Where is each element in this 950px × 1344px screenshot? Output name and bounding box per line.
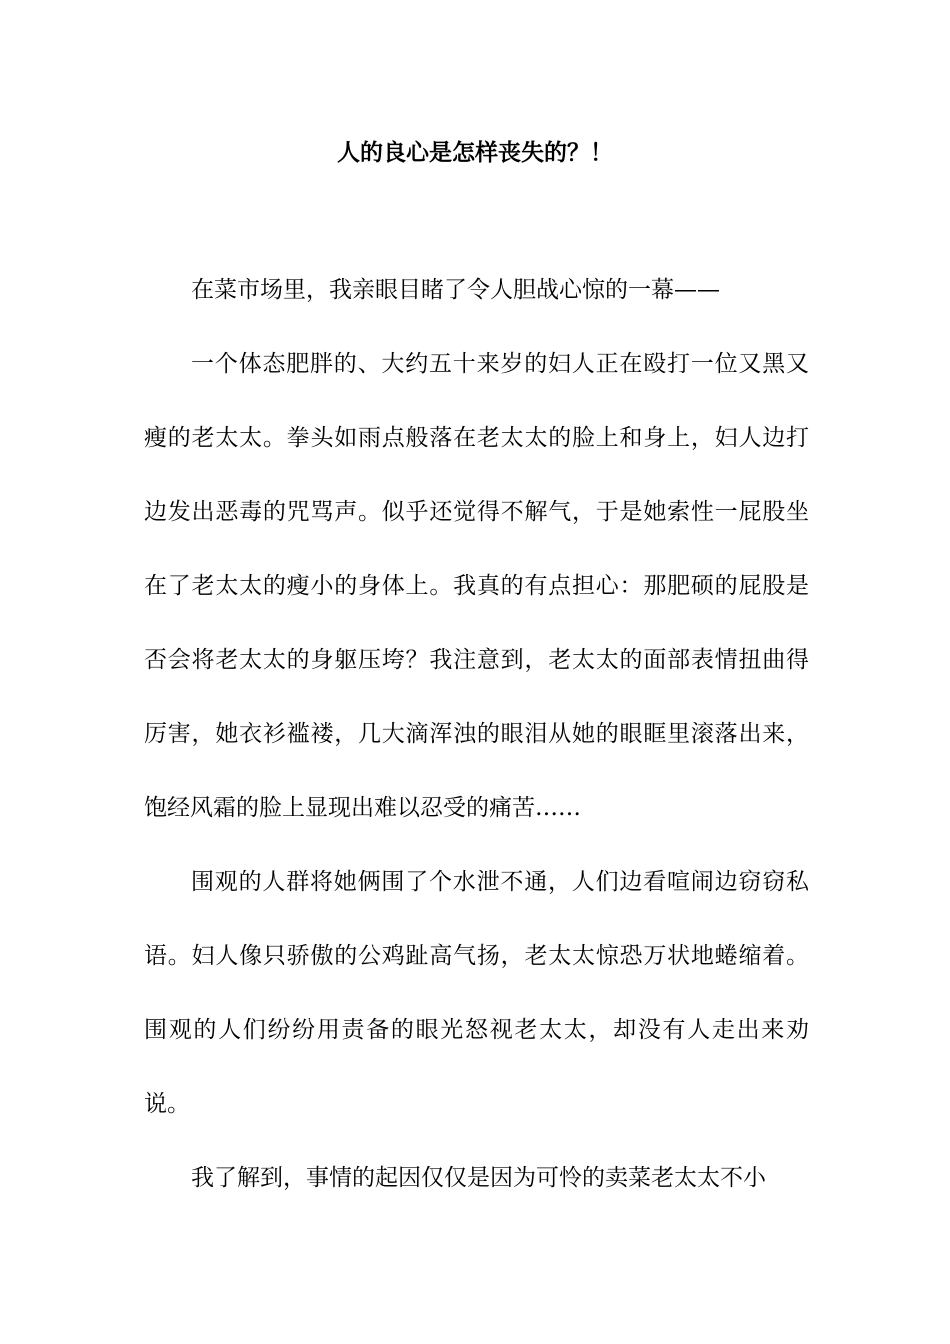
document-title: 人的良心是怎样丧失的？！	[337, 139, 613, 166]
paragraph-2: 一个体态肥胖的、大约五十来岁的妇人正在殴打一位又黑又瘦的老太太。拳头如雨点般落在老太太的脸上和身上，妇人边打边发出恶毒的咒骂声。似乎还觉得不解气，于是她索性一屁股坐在了老太太的瘦小的身体上。我真的有点担心：那肥硕的屁股是否会将老太太的身躯压垮？我注意到，老太太的面部表情扭曲得厉害，她衣衫褴褛，几大滴浑浊的眼泪从她的眼眶里滚落出来，饱经风霜的脸上显现出难以忍受的痛苦……	[144, 351, 809, 821]
paragraph-1: 在菜市场里，我亲眼目睹了令人胆战心惊的一幕——	[191, 277, 720, 303]
paragraph-3: 围观的人群将她俩围了个水泄不通，人们边看喧闹边窃窃私语。妇人像只骄傲的公鸡趾高气扬，老太太惊恐万状地蜷缩着。围观的人们纷纷用责备的眼光怒视老太太，却没有人走出来劝说。	[144, 869, 809, 1117]
document-body	[144, 253, 809, 1215]
paragraph-4: 我了解到，事情的起因仅仅是因为可怜的卖菜老太太不小	[191, 1165, 766, 1191]
